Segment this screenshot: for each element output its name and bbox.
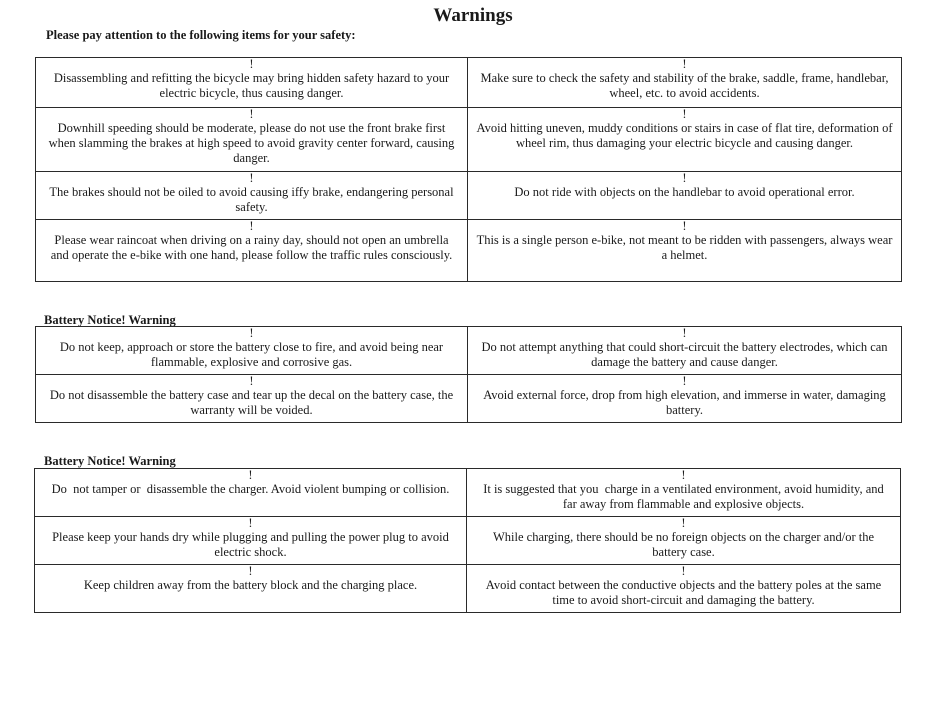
warning-mark-icon: ! — [682, 57, 687, 71]
warning-text: Do not keep, approach or store the battery close to fire, and avoid being near flammable, explosive and corrosive gas. — [59, 340, 444, 369]
warning-cell — [468, 58, 902, 108]
warning-mark-icon: ! — [248, 564, 253, 578]
table-row — [36, 108, 902, 172]
warning-text: Do not ride with objects on the handlebar to avoid operational error. — [514, 185, 855, 199]
page-title: Warnings — [433, 5, 513, 26]
warning-cell — [35, 469, 467, 517]
warning-text: Do not attempt anything that could short-circuit the battery electrodes, which can damage the battery and cause danger. — [481, 340, 888, 369]
warning-cell — [36, 172, 468, 220]
table-row — [36, 58, 902, 108]
battery-warnings-table — [35, 326, 902, 423]
warning-cell — [468, 172, 902, 220]
warning-cell — [468, 108, 902, 172]
warning-text: The brakes should not be oiled to avoid causing iffy brake, endangering personal safety. — [49, 185, 454, 214]
warning-text: While charging, there should be no foreign objects on the charger and/or the battery case. — [492, 530, 874, 559]
table-row — [35, 565, 901, 613]
warning-mark-icon: ! — [249, 171, 254, 185]
table-row — [36, 375, 902, 423]
warning-mark-icon: ! — [249, 219, 254, 233]
warning-cell — [467, 469, 901, 517]
warning-cell — [467, 517, 901, 565]
warning-mark-icon: ! — [681, 516, 686, 530]
warning-cell — [36, 108, 468, 172]
intro-text: Please pay attention to the following items for your safety: — [46, 28, 356, 42]
warning-cell — [36, 220, 468, 282]
warning-cell — [468, 220, 902, 282]
charger-notice-heading: Battery Notice! Warning — [44, 454, 176, 468]
warning-text: This is a single person e-bike, not meant to be ridden with passengers, always wear a helmet. — [476, 233, 893, 262]
table-row — [35, 469, 901, 517]
warning-mark-icon: ! — [248, 468, 253, 482]
warning-mark-icon: ! — [249, 57, 254, 71]
charger-warnings-table — [34, 468, 901, 613]
warning-cell — [468, 375, 902, 423]
warning-cell — [467, 565, 901, 613]
table-row — [35, 517, 901, 565]
warning-text: Do not tamper or disassemble the charger. Avoid violent bumping or collision. — [51, 482, 450, 496]
warning-text: Downhill speeding should be moderate, please do not use the front brake first when slamming the brakes at high speed to avoid gravity center forward, causing danger. — [48, 121, 455, 165]
warning-text: Do not disassemble the battery case and tear up the decal on the battery case, the warranty will be voided. — [49, 388, 454, 417]
general-warnings-table — [35, 57, 902, 282]
warning-text: Please keep your hands dry while plugging and pulling the power plug to avoid electric shock. — [52, 530, 449, 559]
warning-text: Disassembling and refitting the bicycle may bring hidden safety hazard to your electric bicycle, thus causing danger. — [53, 71, 450, 100]
warning-mark-icon: ! — [681, 564, 686, 578]
warning-cell — [36, 375, 468, 423]
table-row — [36, 172, 902, 220]
warning-mark-icon: ! — [682, 171, 687, 185]
warning-mark-icon: ! — [249, 326, 254, 340]
warning-cell — [35, 565, 467, 613]
warning-text: Make sure to check the safety and stability of the brake, saddle, frame, handlebar, wheel, etc. to avoid accidents. — [480, 71, 889, 100]
warning-mark-icon: ! — [249, 107, 254, 121]
battery-notice-heading: Battery Notice! Warning — [44, 313, 176, 327]
warning-cell — [35, 517, 467, 565]
warning-mark-icon: ! — [682, 374, 687, 388]
warning-mark-icon: ! — [682, 107, 687, 121]
warning-text: Keep children away from the battery block and the charging place. — [83, 578, 418, 592]
warning-mark-icon: ! — [682, 326, 687, 340]
table-row — [36, 220, 902, 282]
warning-cell — [36, 327, 468, 375]
warning-mark-icon: ! — [681, 468, 686, 482]
warning-text: Avoid hitting uneven, muddy conditions or stairs in case of flat tire, deformation of wheel rim, thus damaging your electric bicycle and causing danger. — [476, 121, 893, 150]
warning-mark-icon: ! — [248, 516, 253, 530]
warning-cell — [36, 58, 468, 108]
warning-cell — [468, 327, 902, 375]
warning-mark-icon: ! — [249, 374, 254, 388]
warning-text: Avoid contact between the conductive objects and the battery poles at the same time to avoid short-circuit and damaging the battery. — [485, 578, 882, 607]
warning-text: It is suggested that you charge in a ventilated environment, avoid humidity, and far away from flammable and explosive objects. — [483, 482, 887, 511]
warning-text: Please wear raincoat when driving on a rainy day, should not open an umbrella and operate the e-bike with one hand, please follow the traffic rules consciously. — [50, 233, 453, 262]
table-row — [36, 327, 902, 375]
warning-mark-icon: ! — [682, 219, 687, 233]
warning-text: Avoid external force, drop from high elevation, and immerse in water, damaging battery. — [483, 388, 886, 417]
